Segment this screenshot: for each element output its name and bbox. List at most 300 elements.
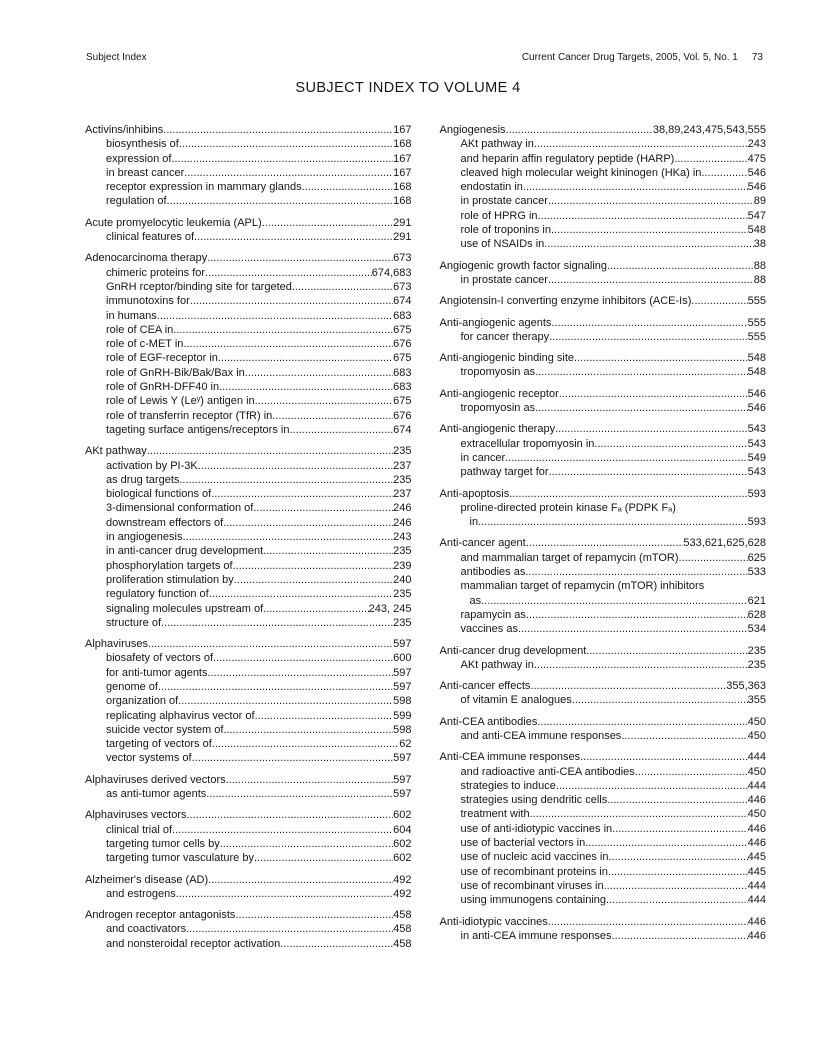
index-subentry bbox=[440, 565, 767, 579]
entry-text: regulation of bbox=[106, 195, 167, 208]
entry-page: 168 bbox=[393, 138, 412, 151]
index-column-left bbox=[85, 123, 412, 958]
entry-text: tropomyosin as bbox=[460, 366, 536, 379]
entry-page: 243 bbox=[393, 531, 412, 544]
dot-leader bbox=[186, 922, 393, 936]
index-subentry bbox=[440, 729, 767, 743]
entry-text: use of NSAIDs in bbox=[460, 238, 545, 251]
entry-page: 445 bbox=[747, 865, 766, 878]
dot-leader bbox=[606, 893, 748, 907]
index-section bbox=[440, 679, 767, 708]
dot-leader bbox=[509, 487, 747, 501]
index-subentry bbox=[85, 709, 412, 723]
entry-text: role of Lewis Y (Leʸ) antigen in bbox=[106, 395, 255, 408]
dot-leader bbox=[163, 123, 393, 137]
index-section bbox=[85, 216, 412, 245]
index-entry bbox=[85, 637, 412, 651]
entry-text: Anti-angiogenic therapy bbox=[439, 423, 556, 436]
index-entry bbox=[440, 536, 767, 550]
index-subentry bbox=[440, 209, 767, 223]
entry-page: 555 bbox=[747, 295, 766, 308]
dot-leader bbox=[674, 152, 747, 166]
index-entry bbox=[440, 259, 767, 273]
dot-leader bbox=[172, 823, 393, 837]
entry-text: expression of bbox=[106, 152, 172, 165]
entry-page: 446 bbox=[747, 929, 766, 942]
journal-citation: Current Cancer Drug Targets, 2005, Vol. 5, No. 1 bbox=[521, 52, 738, 63]
index-subentry bbox=[440, 779, 767, 793]
dot-leader bbox=[255, 709, 394, 723]
entry-page: 235 bbox=[393, 545, 412, 558]
dot-leader bbox=[537, 715, 747, 729]
dot-leader bbox=[555, 422, 748, 436]
index-entry bbox=[85, 123, 412, 137]
index-entry bbox=[440, 351, 767, 365]
entry-text: organization of bbox=[106, 695, 179, 708]
entry-page: 239 bbox=[393, 559, 412, 572]
entry-page: 492 bbox=[393, 887, 412, 900]
entry-text: 3-dimensional conformation of bbox=[106, 502, 254, 515]
dot-leader bbox=[148, 637, 393, 651]
entry-page: 533,621,625,628 bbox=[683, 537, 766, 550]
index-subentry bbox=[85, 602, 412, 616]
entry-text: AKt pathway in bbox=[460, 658, 534, 671]
dot-leader bbox=[526, 536, 684, 550]
index-subentry bbox=[85, 651, 412, 665]
index-subentry bbox=[440, 237, 767, 251]
running-head bbox=[0, 0, 816, 64]
index-subentry bbox=[85, 266, 412, 280]
index-subentry bbox=[440, 166, 767, 180]
dot-leader bbox=[551, 223, 748, 237]
entry-page: 38 bbox=[753, 238, 766, 251]
entry-text: role of CEA in bbox=[106, 323, 174, 336]
dot-leader bbox=[544, 237, 753, 251]
entry-page: 167 bbox=[393, 152, 412, 165]
index-section bbox=[440, 422, 767, 479]
dot-leader bbox=[523, 180, 748, 194]
entry-page: 597 bbox=[393, 773, 412, 786]
entry-page: 450 bbox=[747, 765, 766, 778]
entry-page: 88 bbox=[753, 259, 766, 272]
index-subentry bbox=[85, 337, 412, 351]
index-entry bbox=[85, 216, 412, 230]
entry-page: 599 bbox=[393, 709, 412, 722]
entry-page: 543 bbox=[747, 437, 766, 450]
dot-leader bbox=[506, 123, 653, 137]
entry-text: regulatory function of bbox=[106, 588, 209, 601]
entry-text: phosphorylation targets of bbox=[106, 559, 233, 572]
index-subentry bbox=[440, 223, 767, 237]
dot-leader bbox=[158, 680, 393, 694]
dot-leader bbox=[572, 693, 748, 707]
index-subentry bbox=[85, 922, 412, 936]
dot-leader bbox=[525, 565, 747, 579]
entry-page: 602 bbox=[393, 852, 412, 865]
index-section bbox=[85, 773, 412, 802]
entry-text: chimeric proteins for bbox=[106, 266, 206, 279]
index-subentry bbox=[85, 409, 412, 423]
dot-leader bbox=[292, 280, 393, 294]
dot-leader bbox=[608, 865, 748, 879]
entry-text: for cancer therapy bbox=[460, 330, 550, 343]
entry-page: 676 bbox=[393, 338, 412, 351]
dot-leader bbox=[635, 765, 748, 779]
index-subentry bbox=[85, 230, 412, 244]
index-entry bbox=[85, 873, 412, 887]
entry-text: suicide vector system of bbox=[106, 723, 224, 736]
dot-leader bbox=[147, 444, 393, 458]
dot-leader bbox=[549, 465, 748, 479]
dot-leader bbox=[190, 294, 393, 308]
dot-leader bbox=[223, 723, 393, 737]
index-subentry bbox=[85, 694, 412, 708]
index-subentry bbox=[85, 616, 412, 630]
entry-text: receptor expression in mammary glands bbox=[106, 181, 302, 194]
dot-leader bbox=[176, 887, 393, 901]
entry-page: 546 bbox=[747, 402, 766, 415]
entry-text: cleaved high molecular weight kininogen (HKa) in bbox=[460, 166, 702, 179]
entry-text: GnRH rceptor/binding site for targeted bbox=[106, 280, 292, 293]
index-subentry bbox=[85, 723, 412, 737]
index-subentry bbox=[440, 437, 767, 451]
dot-leader bbox=[551, 316, 747, 330]
entry-text: and mammalian target of repamycin (mTOR) bbox=[460, 551, 679, 564]
index-entry bbox=[440, 644, 767, 658]
index-columns bbox=[0, 97, 816, 958]
entry-text: and nonsteroidal receptor activation bbox=[106, 937, 281, 950]
dot-leader bbox=[289, 423, 393, 437]
index-section bbox=[85, 908, 412, 951]
dot-leader bbox=[173, 323, 393, 337]
entry-text: Alphaviruses bbox=[85, 638, 148, 651]
entry-page: 235 bbox=[747, 644, 766, 657]
dot-leader bbox=[538, 209, 748, 223]
index-subentry bbox=[440, 401, 767, 415]
entry-text: and coactivators bbox=[106, 923, 187, 936]
dot-leader bbox=[559, 387, 748, 401]
entry-page: 548 bbox=[747, 352, 766, 365]
entry-text: for anti-tumor agents bbox=[106, 666, 208, 679]
entry-text: treatment with bbox=[460, 808, 530, 821]
index-entry bbox=[85, 444, 412, 458]
index-subentry bbox=[85, 573, 412, 587]
entry-page: 602 bbox=[393, 837, 412, 850]
index-subentry bbox=[440, 693, 767, 707]
dot-leader bbox=[213, 651, 393, 665]
entry-text: Anti-angiogenic agents bbox=[439, 316, 552, 329]
entry-text: biological functions of bbox=[106, 488, 212, 501]
entry-text: role of GnRH-Bik/Bak/Bax in bbox=[106, 366, 245, 379]
dot-leader bbox=[607, 259, 754, 273]
dot-leader bbox=[211, 487, 393, 501]
index-subentry bbox=[440, 793, 767, 807]
entry-text: mammalian target of repamycin (mTOR) inhibitors bbox=[460, 580, 705, 593]
dot-leader bbox=[556, 779, 748, 793]
entry-text: Angiogenic growth factor signaling bbox=[439, 259, 608, 272]
index-section bbox=[440, 123, 767, 252]
entry-page: 549 bbox=[747, 451, 766, 464]
entry-page: 604 bbox=[393, 823, 412, 836]
dot-leader bbox=[178, 694, 393, 708]
entry-text: AKt pathway in bbox=[460, 138, 534, 151]
entry-page: 673 bbox=[393, 280, 412, 293]
dot-leader bbox=[255, 394, 393, 408]
entry-text: Alphaviruses vectors bbox=[85, 809, 187, 822]
entry-text: Anti-CEA immune responses bbox=[439, 751, 581, 764]
index-subentry bbox=[440, 194, 767, 208]
dot-leader bbox=[548, 915, 748, 929]
entry-page: 683 bbox=[393, 366, 412, 379]
entry-text: use of anti-idiotypic vaccines in bbox=[460, 822, 613, 835]
index-entry bbox=[440, 123, 767, 137]
entry-text: signaling molecules upstream of bbox=[106, 602, 264, 615]
entry-page: 237 bbox=[393, 488, 412, 501]
index-subentry bbox=[85, 544, 412, 558]
dot-leader bbox=[179, 473, 393, 487]
entry-page: 593 bbox=[747, 516, 766, 529]
dot-leader bbox=[183, 337, 393, 351]
entry-text: use of recombinant viruses in bbox=[460, 879, 604, 892]
index-subentry bbox=[85, 666, 412, 680]
entry-text: in bbox=[469, 516, 479, 529]
index-subentry bbox=[440, 501, 767, 515]
entry-page: 475 bbox=[747, 152, 766, 165]
index-subentry bbox=[440, 365, 767, 379]
index-subentry bbox=[85, 501, 412, 515]
index-subentry bbox=[440, 893, 767, 907]
entry-page: 444 bbox=[747, 779, 766, 792]
entry-page: 458 bbox=[393, 923, 412, 936]
dot-leader bbox=[585, 836, 747, 850]
entry-page: 598 bbox=[393, 723, 412, 736]
entry-text: use of recombinant proteins in bbox=[460, 865, 608, 878]
index-subentry bbox=[85, 680, 412, 694]
index-subentry bbox=[440, 594, 767, 608]
entry-text: AKt pathway bbox=[85, 445, 147, 458]
entry-page: 674,683 bbox=[371, 266, 412, 279]
entry-page: 446 bbox=[747, 794, 766, 807]
entry-page: 675 bbox=[393, 395, 412, 408]
index-subentry bbox=[85, 487, 412, 501]
entry-page: 240 bbox=[393, 573, 412, 586]
index-entry bbox=[440, 715, 767, 729]
index-subentry bbox=[440, 879, 767, 893]
entry-page: 450 bbox=[747, 729, 766, 742]
dot-leader bbox=[233, 559, 394, 573]
entry-text: endostatin in bbox=[460, 181, 523, 194]
entry-page: 235 bbox=[747, 658, 766, 671]
index-entry bbox=[440, 316, 767, 330]
dot-leader bbox=[262, 216, 393, 230]
dot-leader bbox=[161, 616, 393, 630]
entry-text: targeting tumor cells by bbox=[106, 837, 220, 850]
dot-leader bbox=[218, 351, 393, 365]
entry-page: 355 bbox=[747, 694, 766, 707]
entry-page: 89 bbox=[753, 195, 766, 208]
entry-page: 597 bbox=[393, 752, 412, 765]
running-head-right bbox=[522, 52, 763, 64]
index-subentry bbox=[85, 423, 412, 437]
dot-leader bbox=[207, 251, 393, 265]
index-subentry bbox=[85, 516, 412, 530]
dot-leader bbox=[182, 530, 393, 544]
dot-leader bbox=[223, 516, 393, 530]
dot-leader bbox=[526, 608, 748, 622]
entry-page: 625 bbox=[747, 551, 766, 564]
entry-text: Adenocarcinoma therapy bbox=[85, 252, 208, 265]
entry-page: 235 bbox=[393, 588, 412, 601]
entry-page: 446 bbox=[747, 915, 766, 928]
running-head-left: Subject Index bbox=[86, 52, 147, 63]
entry-page: 534 bbox=[747, 623, 766, 636]
index-entry bbox=[440, 387, 767, 401]
index-subentry bbox=[85, 837, 412, 851]
index-subentry bbox=[85, 459, 412, 473]
dot-leader bbox=[586, 644, 747, 658]
index-subentry bbox=[440, 180, 767, 194]
entry-page: 555 bbox=[747, 330, 766, 343]
index-section bbox=[440, 487, 767, 530]
entry-page: 597 bbox=[393, 666, 412, 679]
entry-text: targeting tumor vasculature by bbox=[106, 852, 254, 865]
dot-leader bbox=[171, 152, 393, 166]
entry-text: Activins/inhibins bbox=[85, 124, 164, 136]
dot-leader bbox=[184, 166, 393, 180]
entry-text: pathway target for bbox=[460, 466, 549, 479]
index-section bbox=[440, 750, 767, 907]
entry-page: 291 bbox=[393, 216, 412, 229]
dot-leader bbox=[608, 850, 747, 864]
dot-leader bbox=[604, 879, 748, 893]
entry-page: 621 bbox=[747, 594, 766, 607]
index-subentry bbox=[85, 166, 412, 180]
entry-text: Alphaviruses derived vectors bbox=[85, 773, 226, 786]
entry-page: 674 bbox=[393, 423, 412, 436]
index-entry bbox=[440, 915, 767, 929]
entry-text: proliferation stimulation by bbox=[106, 573, 234, 586]
index-section bbox=[85, 637, 412, 766]
index-subentry bbox=[85, 366, 412, 380]
entry-text: Anti-idiotypic vaccines bbox=[439, 915, 548, 928]
dot-leader bbox=[263, 544, 393, 558]
entry-text: Androgen receptor antagonists bbox=[85, 909, 236, 922]
index-subentry bbox=[440, 850, 767, 864]
entry-page: 675 bbox=[393, 323, 412, 336]
entry-page: 673 bbox=[393, 252, 412, 265]
entry-text: proline-directed protein kinase Fₐ (PDPK Fₐ) bbox=[460, 501, 676, 514]
dot-leader bbox=[548, 194, 754, 208]
index-subentry bbox=[85, 937, 412, 951]
index-section bbox=[85, 808, 412, 865]
dot-leader bbox=[167, 194, 394, 208]
index-subentry bbox=[85, 294, 412, 308]
index-subentry bbox=[85, 787, 412, 801]
entry-text: as bbox=[469, 594, 482, 607]
dot-leader bbox=[701, 166, 747, 180]
entry-text: clinical features of bbox=[106, 231, 195, 244]
index-section bbox=[440, 644, 767, 673]
dot-leader bbox=[481, 594, 748, 608]
entry-page: 167 bbox=[393, 166, 412, 179]
entry-page: 235 bbox=[393, 473, 412, 486]
index-subentry bbox=[85, 394, 412, 408]
dot-leader bbox=[518, 622, 748, 636]
entry-text: role of GnRH-DFF40 in bbox=[106, 381, 220, 394]
index-section bbox=[440, 715, 767, 744]
entry-page: 243, 245 bbox=[368, 602, 412, 615]
entry-text: use of bacterial vectors in bbox=[460, 837, 586, 850]
dot-leader bbox=[691, 294, 747, 308]
entry-page: 235 bbox=[393, 445, 412, 458]
entry-text: replicating alphavirus vector of bbox=[106, 709, 255, 722]
entry-page: 675 bbox=[393, 352, 412, 365]
dot-leader bbox=[226, 773, 394, 787]
index-section bbox=[440, 259, 767, 288]
entry-text: role of troponins in bbox=[460, 224, 551, 237]
entry-text: as anti-tumor agents bbox=[106, 788, 207, 801]
dot-leader bbox=[302, 180, 394, 194]
entry-page: 548 bbox=[747, 224, 766, 237]
dot-leader bbox=[280, 937, 393, 951]
dot-leader bbox=[194, 230, 393, 244]
entry-page: 450 bbox=[747, 715, 766, 728]
entry-text: as drug targets bbox=[106, 473, 180, 486]
index-subentry bbox=[85, 823, 412, 837]
entry-page: 444 bbox=[747, 751, 766, 764]
index-section bbox=[85, 873, 412, 902]
index-section bbox=[440, 915, 767, 944]
entry-text: and anti-CEA immune responses bbox=[460, 729, 622, 742]
dot-leader bbox=[607, 793, 747, 807]
entry-text: of vitamin E analogues bbox=[460, 694, 572, 707]
dot-leader bbox=[535, 401, 748, 415]
dot-leader bbox=[478, 515, 748, 529]
entry-text: Anti-apoptosis bbox=[439, 487, 510, 500]
dot-leader bbox=[206, 787, 393, 801]
entry-text: biosafety of vectors of bbox=[106, 652, 213, 665]
entry-text: extracellular tropomyosin in bbox=[460, 437, 595, 450]
index-section bbox=[440, 294, 767, 308]
entry-page: 446 bbox=[747, 822, 766, 835]
index-entry bbox=[440, 487, 767, 501]
index-entry bbox=[85, 808, 412, 822]
dot-leader bbox=[530, 679, 726, 693]
entry-text: clinical trial of bbox=[106, 823, 173, 836]
index-subentry bbox=[440, 551, 767, 565]
index-section bbox=[440, 387, 767, 416]
entry-page: 546 bbox=[747, 387, 766, 400]
entry-text: Angiogenesis bbox=[439, 124, 506, 136]
dot-leader bbox=[157, 309, 393, 323]
entry-page: 683 bbox=[393, 309, 412, 322]
dot-leader bbox=[679, 551, 748, 565]
index-subentry bbox=[85, 137, 412, 151]
entry-text: in cancer bbox=[460, 451, 506, 464]
index-subentry bbox=[440, 273, 767, 287]
dot-leader bbox=[548, 273, 754, 287]
index-subentry bbox=[440, 330, 767, 344]
dot-leader bbox=[612, 929, 748, 943]
entry-page: 246 bbox=[393, 502, 412, 515]
dot-leader bbox=[208, 873, 393, 887]
index-subentry bbox=[440, 658, 767, 672]
dot-leader bbox=[235, 908, 393, 922]
entry-text: role of transferrin receptor (TfR) in bbox=[106, 409, 273, 422]
entry-page: 167 bbox=[393, 124, 412, 136]
index-subentry bbox=[440, 807, 767, 821]
index-entry bbox=[85, 251, 412, 265]
